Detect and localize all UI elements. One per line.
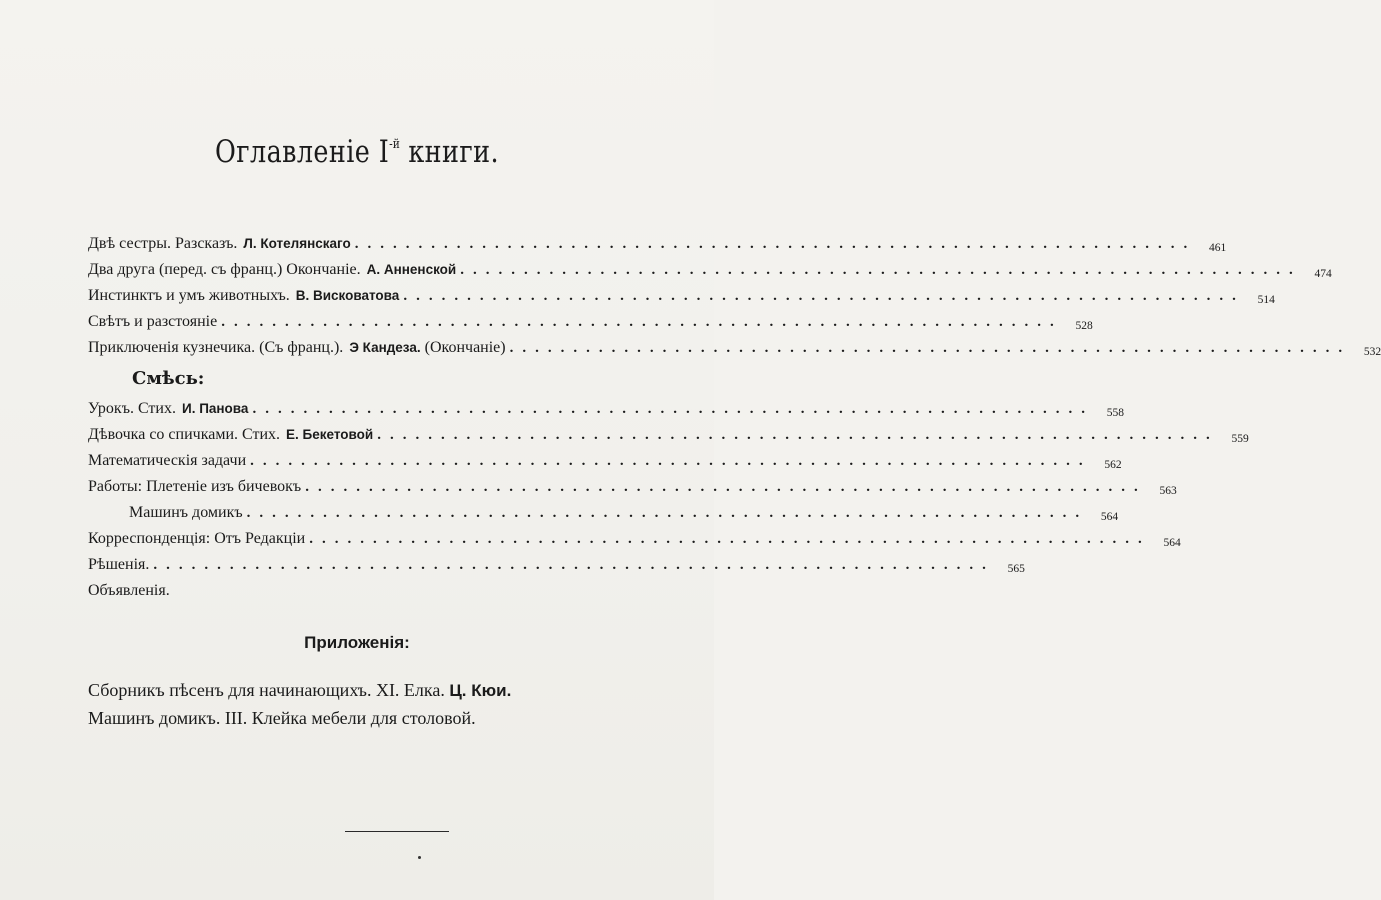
leader-dots: .................................................................. xyxy=(221,314,1063,330)
divider-rule xyxy=(345,831,449,832)
entry-page: 559 xyxy=(1231,433,1249,445)
entry-title: Корреспонденція: Отъ Редакціи xyxy=(88,530,306,547)
leader-dots: .................................................................. xyxy=(403,288,1245,304)
entry-page: 532 xyxy=(1363,346,1381,358)
entry-title: Приключенія кузнечика. (Съ франц.). xyxy=(88,339,344,356)
entry-page: 461 xyxy=(1208,242,1227,254)
entry-page: 528 xyxy=(1075,320,1093,332)
page-title xyxy=(64,134,649,170)
entry-author: А. Анненской xyxy=(366,262,457,277)
leader-dots: .................................................................. xyxy=(377,427,1219,443)
title-superscript: -й xyxy=(389,137,400,152)
section-heading: Смѣсь: xyxy=(132,368,205,389)
toc-entry xyxy=(88,452,1122,474)
leader-dots: .................................................................. xyxy=(252,401,1094,417)
entry-title: Машинъ домикъ xyxy=(129,504,243,521)
appendix-item xyxy=(88,708,708,729)
leader-dots: .................................................................. xyxy=(305,479,1147,495)
entry-page: 562 xyxy=(1104,459,1122,471)
entry-title: Работы: Плетеніе изъ бичевокъ xyxy=(88,478,302,495)
leader-dots: .................................................................. xyxy=(309,531,1151,547)
toc-entry xyxy=(88,261,1332,283)
toc-entry xyxy=(88,556,1025,578)
entry-author: Л. Котелянскаго xyxy=(243,236,351,251)
entry-author: Э Кандеза. xyxy=(349,340,421,355)
appendix-text: Машинъ домикъ. III. Клейка мебели для столовой. xyxy=(88,708,476,728)
entry-title: Урокъ. Стих. xyxy=(88,400,176,417)
entry-page: 564 xyxy=(1100,511,1119,523)
entry-author: В. Висковатова xyxy=(295,288,400,303)
appendix-heading: Приложенія: xyxy=(304,633,410,652)
appendix-item xyxy=(88,680,708,701)
entry-author: И. Панова xyxy=(181,401,249,416)
entry-title: Дѣвочка со спичками. Стих. xyxy=(88,426,281,443)
print-speck xyxy=(418,856,421,859)
entry-title: Объявленія. xyxy=(88,582,170,599)
appendix-text: Сборникъ пѣсенъ для начинающихъ. XI. Елка. xyxy=(88,680,445,700)
leader-dots: .................................................................. xyxy=(460,262,1302,278)
toc-entry xyxy=(88,400,1124,422)
title-rest: книги. xyxy=(399,134,499,170)
leader-dots: .................................................................. xyxy=(509,340,1352,356)
entry-page: 514 xyxy=(1257,294,1275,306)
entry-author: Е. Бекетовой xyxy=(286,427,374,442)
toc-entry xyxy=(88,313,1093,335)
entry-title: Двѣ сестры. Разсказъ. xyxy=(88,235,238,252)
toc-entry xyxy=(88,530,1181,552)
entry-title: Два друга (перед. съ франц.) Окончаніе. xyxy=(88,261,361,278)
entry-page: 474 xyxy=(1314,268,1332,280)
leader-dots: .................................................................. xyxy=(153,557,995,573)
entry-title: Инстинктъ и умъ животныхъ. xyxy=(88,287,290,304)
entry-title: Математическія задачи xyxy=(88,452,247,469)
leader-dots: .................................................................. xyxy=(354,236,1197,252)
toc-entry xyxy=(88,426,1249,448)
toc-entry xyxy=(88,478,1177,500)
appendix-author: Ц. Кюи. xyxy=(449,681,512,700)
leader-dots: .................................................................. xyxy=(250,453,1092,469)
entry-page: 558 xyxy=(1106,407,1124,419)
entry-page: 563 xyxy=(1159,485,1177,497)
entry-note: (Окончаніе) xyxy=(424,339,506,356)
title-main: Оглавленіе I xyxy=(215,134,390,170)
entry-page: 564 xyxy=(1163,537,1181,549)
toc-entry xyxy=(129,504,1119,526)
entry-page: 565 xyxy=(1007,563,1025,575)
entry-title: Свѣтъ и разстояніе xyxy=(88,313,218,330)
toc-entry xyxy=(88,339,1381,361)
toc-entry xyxy=(88,287,1275,309)
toc-entry xyxy=(88,235,1227,257)
entry-title: Рѣшенія. xyxy=(88,556,150,573)
leader-dots: .................................................................. xyxy=(246,505,1089,521)
toc-entry xyxy=(88,582,708,604)
